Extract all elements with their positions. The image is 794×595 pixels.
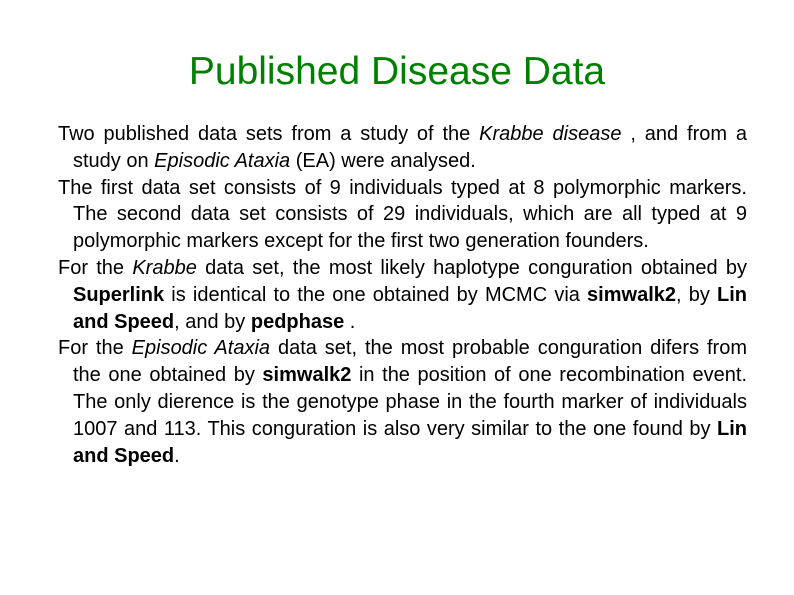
text-run: , and by [174, 310, 251, 333]
text-run: data set, the most probable conguration difers from the one obtained by [73, 337, 748, 387]
text-run: data set, the most likely haplotype conguration obtained by [196, 256, 748, 279]
bold-term-pedphase: pedphase [250, 310, 345, 333]
text-run: For the [58, 337, 132, 360]
slide-title: Published Disease Data [188, 50, 606, 93]
paragraph-dataset-sizes [58, 175, 747, 255]
bold-term-simwalk2: simwalk2 [262, 364, 352, 387]
text-run: in the position of one recombination event. The only dierence is the genotype phase in the fourth marker of individuals 1007 and 113. This conguration is also very similar to the one found by [73, 364, 748, 440]
paragraph-datasets-intro [58, 121, 747, 175]
bold-term-lin-and-speed: Lin and Speed [73, 283, 747, 333]
bold-term-lin-and-speed: Lin and Speed [73, 417, 747, 467]
text-run: , and from a study on [73, 123, 748, 172]
slide-body [58, 121, 747, 469]
text-run: . [344, 310, 356, 333]
italic-term-krabbe: Krabbe [132, 256, 197, 279]
text-run: . [174, 444, 180, 467]
paragraph-krabbe-result [58, 255, 747, 335]
bold-term-superlink: Superlink [73, 283, 165, 306]
italic-term-episodic-ataxia: Episodic Ataxia [154, 149, 291, 172]
text-run: The first data set consists of 9 individuals typed at 8 polymorphic markers. The second data set consists of 29 individuals, which are all typed at 9 polymorphic markers except for the first two generation founders. [58, 176, 747, 253]
italic-term-krabbe-disease: Krabbe disease [479, 123, 622, 145]
text-run: For the [58, 256, 133, 279]
bold-term-simwalk2: simwalk2 [587, 283, 676, 306]
text-run: (EA) were analysed. [290, 149, 476, 172]
text-run: Two published data sets from a study of the [58, 123, 480, 145]
text-run: is identical to the one obtained by MCMC via [164, 283, 588, 306]
text-run: , by [676, 283, 717, 306]
italic-term-episodic-ataxia: Episodic Ataxia [131, 337, 271, 360]
paragraph-episodic-ataxia-result [58, 335, 747, 469]
